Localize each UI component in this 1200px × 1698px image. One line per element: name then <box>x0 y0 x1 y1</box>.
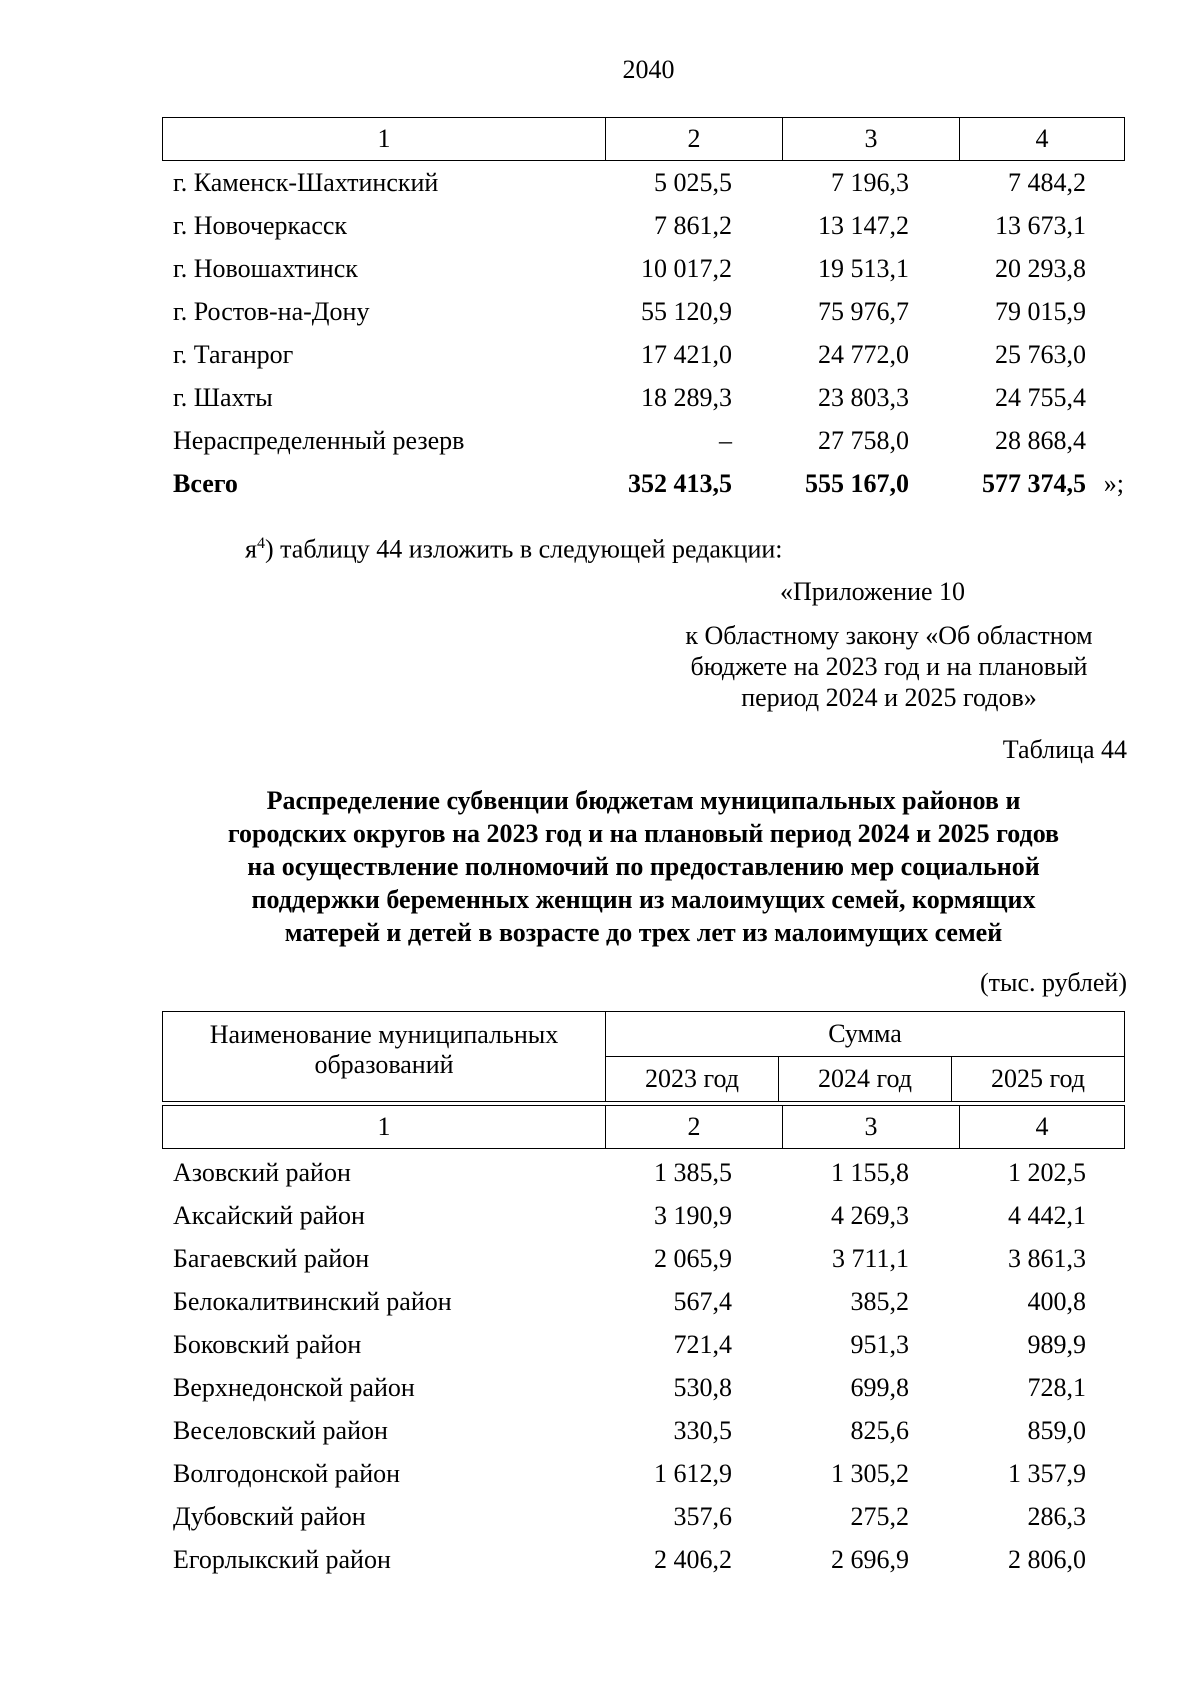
table-row <box>162 247 1125 290</box>
value-2024: 1 305,2 <box>831 1459 909 1488</box>
table-heading-line: поддержки беременных женщин из малоимущих семей, кормящих <box>251 885 1036 914</box>
row-name: Егорлыкский район <box>173 1545 391 1574</box>
table-heading-line: матерей и детей в возрасте до трех лет из малоимущих семей <box>284 918 1003 947</box>
table-row <box>162 1237 1125 1280</box>
total-2025 <box>982 462 1124 505</box>
value-2023: 357,6 <box>673 1502 732 1531</box>
row-name: Аксайский район <box>173 1201 365 1230</box>
value-2023: 330,5 <box>673 1416 732 1445</box>
appendix-reference <box>650 620 1128 713</box>
row-name: Белокалитвинский район <box>173 1287 452 1316</box>
header-year-cell: 2025 год <box>952 1057 1125 1102</box>
total-row <box>162 462 1125 505</box>
appendix-title: «Приложение 10 <box>780 577 966 606</box>
row-name: Боковский район <box>173 1330 362 1359</box>
value-2024: 23 803,3 <box>818 383 909 412</box>
value-2023: 1 385,5 <box>654 1158 732 1187</box>
appendix-reference-line: период 2024 и 2025 годов» <box>741 683 1037 712</box>
value-2024: 75 976,7 <box>818 297 909 326</box>
value-2023: 567,4 <box>673 1287 732 1316</box>
table-row <box>162 204 1125 247</box>
value-2025: 400,8 <box>1027 1287 1086 1316</box>
table-row <box>162 376 1125 419</box>
value-2024: 7 196,3 <box>831 168 909 197</box>
appendix-reference-line: к Областному закону «Об областном <box>685 621 1093 650</box>
table-row <box>162 290 1125 333</box>
value-2025: 7 484,2 <box>1008 168 1086 197</box>
amendment-text: ) таблицу 44 изложить в следующей редакции: <box>264 534 783 564</box>
value-2024: 825,6 <box>850 1416 909 1445</box>
row-name: г. Шахты <box>173 383 273 412</box>
table-row <box>162 1538 1125 1581</box>
column-number-cell: 2 <box>606 1106 783 1149</box>
continued-table-header <box>162 117 1125 161</box>
table44-column-numbers <box>162 1105 1125 1149</box>
table-row <box>162 1194 1125 1237</box>
column-number-row <box>163 118 1125 161</box>
value-2025: 28 868,4 <box>995 426 1086 455</box>
column-number-cell: 3 <box>783 1106 960 1149</box>
header-row <box>163 1012 1125 1057</box>
table-row <box>162 1323 1125 1366</box>
column-number-cell: 2 <box>606 118 783 161</box>
table-row <box>162 1409 1125 1452</box>
total-2024: 555 167,0 <box>805 469 909 498</box>
row-name: Волгодонской район <box>173 1459 401 1488</box>
table-row <box>162 419 1125 462</box>
value-2025: 20 293,8 <box>995 254 1086 283</box>
value-2025: 1 357,9 <box>1008 1459 1086 1488</box>
row-name: Веселовский район <box>173 1416 388 1445</box>
header-name-line: Наименование муниципальных <box>209 1019 559 1049</box>
value-2023: 10 017,2 <box>641 254 732 283</box>
value-2024: 13 147,2 <box>818 211 909 240</box>
row-name: г. Таганрог <box>173 340 294 369</box>
row-name: Нераспределенный резерв <box>173 426 465 455</box>
closing-quote: »; <box>1103 469 1124 498</box>
column-number-cell: 4 <box>960 118 1125 161</box>
value-2025: 2 806,0 <box>1008 1545 1086 1574</box>
value-2024: 4 269,3 <box>831 1201 909 1230</box>
value-2024: 3 711,1 <box>831 1244 909 1273</box>
column-number-cell: 1 <box>163 118 606 161</box>
row-name: Верхнедонской район <box>173 1373 415 1402</box>
column-number-row <box>163 1106 1125 1149</box>
row-name: г. Ростов-на-Дону <box>173 297 370 326</box>
appendix-reference-line: бюджете на 2023 год и на плановый <box>690 652 1088 681</box>
row-name: Дубовский район <box>173 1502 366 1531</box>
value-2023: – <box>719 426 732 455</box>
value-2025: 25 763,0 <box>995 340 1086 369</box>
column-number-cell: 3 <box>783 118 960 161</box>
value-2025: 859,0 <box>1027 1416 1086 1445</box>
amendment-letter: я <box>245 534 257 564</box>
value-2023: 530,8 <box>673 1373 732 1402</box>
header-name-line: образований <box>314 1049 454 1079</box>
table-row <box>162 1366 1125 1409</box>
page-number: 2040 <box>622 55 675 84</box>
value-2023: 2 406,2 <box>654 1545 732 1574</box>
value-2023: 55 120,9 <box>641 297 732 326</box>
table-row <box>162 1151 1125 1194</box>
amendment-superscript: 4 <box>256 535 265 552</box>
table-heading-line: Распределение субвенции бюджетам муниципальных районов и <box>266 786 1021 815</box>
value-2024: 275,2 <box>850 1502 909 1531</box>
value-2025: 24 755,4 <box>995 383 1086 412</box>
total-label: Всего <box>173 469 238 498</box>
row-name: Азовский район <box>173 1158 351 1187</box>
total-2023: 352 413,5 <box>628 469 732 498</box>
table-heading-line: на осуществление полномочий по предоставлению мер социальной <box>247 852 1040 881</box>
value-2024: 951,3 <box>850 1330 909 1359</box>
value-2024: 2 696,9 <box>831 1545 909 1574</box>
table-row <box>162 333 1125 376</box>
units-label: (тыс. рублей) <box>979 968 1127 997</box>
table-row <box>162 161 1125 204</box>
value-2025: 4 442,1 <box>1008 1201 1086 1230</box>
value-2023: 18 289,3 <box>641 383 732 412</box>
value-2023: 7 861,2 <box>654 211 732 240</box>
value-2024: 24 772,0 <box>818 340 909 369</box>
value-2025: 79 015,9 <box>995 297 1086 326</box>
table-number: Таблица 44 <box>1002 735 1127 764</box>
value-2025: 13 673,1 <box>995 211 1086 240</box>
row-name: Багаевский район <box>173 1244 370 1273</box>
value-2023: 3 190,9 <box>654 1201 732 1230</box>
value-2025: 286,3 <box>1027 1502 1086 1531</box>
value-2024: 27 758,0 <box>818 426 909 455</box>
header-name-cell <box>163 1012 606 1102</box>
table44-header <box>162 1011 1125 1102</box>
value-2024: 385,2 <box>850 1287 909 1316</box>
column-number-cell: 4 <box>960 1106 1125 1149</box>
header-year-cell: 2023 год <box>606 1057 779 1102</box>
table-row <box>162 1280 1125 1323</box>
value-2023: 2 065,9 <box>654 1244 732 1273</box>
total-2025-value: 577 374,5 <box>982 469 1086 498</box>
column-number-cell: 1 <box>163 1106 606 1149</box>
header-year-cell: 2024 год <box>779 1057 952 1102</box>
table-row <box>162 1495 1125 1538</box>
value-2025: 989,9 <box>1027 1330 1086 1359</box>
table-heading <box>162 784 1125 949</box>
value-2023: 1 612,9 <box>654 1459 732 1488</box>
value-2025: 3 861,3 <box>1008 1244 1086 1273</box>
table-heading-line: городских округов на 2023 год и на плановый период 2024 и 2025 годов <box>227 819 1060 848</box>
table-row <box>162 1452 1125 1495</box>
header-sum-cell: Сумма <box>606 1012 1125 1057</box>
value-2025: 1 202,5 <box>1008 1158 1086 1187</box>
value-2024: 19 513,1 <box>818 254 909 283</box>
row-name: г. Новочеркасск <box>173 211 348 240</box>
amendment-line <box>245 527 783 567</box>
value-2023: 721,4 <box>673 1330 732 1359</box>
value-2024: 699,8 <box>850 1373 909 1402</box>
row-name: г. Новошахтинск <box>173 254 358 283</box>
value-2024: 1 155,8 <box>831 1158 909 1187</box>
value-2025: 728,1 <box>1027 1373 1086 1402</box>
value-2023: 5 025,5 <box>654 168 732 197</box>
row-name: г. Каменск-Шахтинский <box>173 168 439 197</box>
value-2023: 17 421,0 <box>641 340 732 369</box>
